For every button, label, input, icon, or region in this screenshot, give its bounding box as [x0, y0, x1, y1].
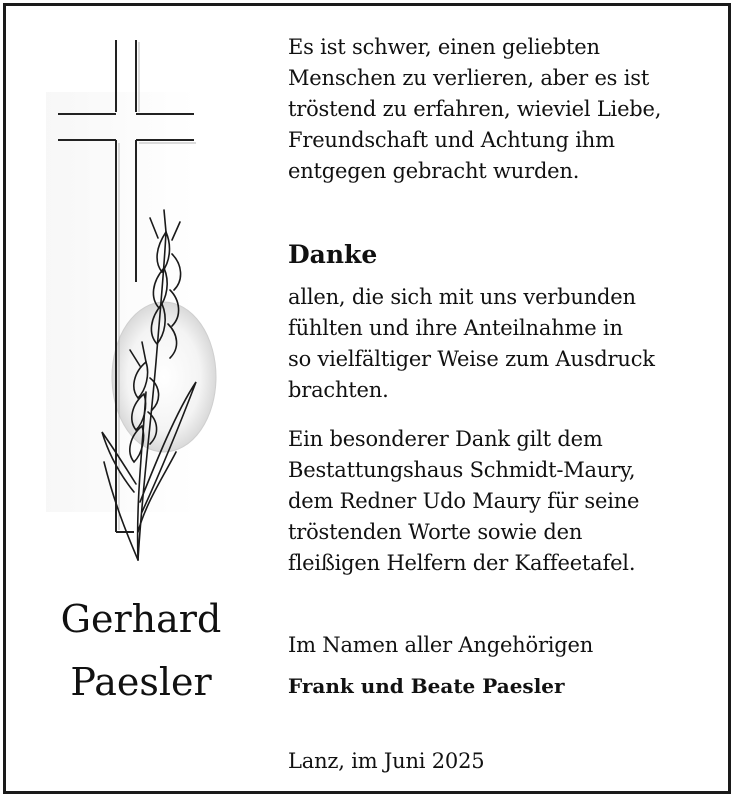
cross-and-wheat-illustration: [46, 32, 236, 572]
thanks-line: so vielfältiger Weise zum Ausdruck: [288, 347, 655, 371]
special-line: Bestattungshaus Schmidt-Maury,: [288, 458, 636, 482]
intro-line: Es ist schwer, einen geliebten: [288, 35, 600, 59]
thanks-section: [288, 240, 728, 270]
place-date: Lanz, im Juni 2025: [288, 749, 485, 773]
thanks-line: fühlten und ihre Anteilnahme in: [288, 316, 623, 340]
on-behalf-line: Im Namen aller Angehörigen: [288, 633, 594, 657]
signer-names: Frank und Beate Paesler: [288, 674, 565, 698]
intro-line: Freundschaft und Achtung ihm: [288, 128, 615, 152]
intro-line: entgegen gebracht wurden.: [288, 159, 580, 183]
special-line: Ein besonderer Dank gilt dem: [288, 427, 603, 451]
thanks-paragraph: [288, 282, 728, 406]
special-line: fleißigen Helfern der Kaffeetafel.: [288, 551, 636, 575]
intro-line: Menschen zu verlieren, aber es ist: [288, 66, 650, 90]
special-line: dem Redner Udo Maury für seine: [288, 489, 640, 513]
special-thanks-paragraph: [288, 424, 728, 579]
thanks-heading: Danke: [288, 240, 378, 269]
place-date-block: [288, 746, 728, 777]
thanks-line: allen, die sich mit uns verbunden: [288, 285, 636, 309]
intro-paragraph: [288, 32, 728, 187]
deceased-first-name: Gerhard: [60, 597, 222, 641]
signer-block: [288, 672, 728, 700]
obituary-card: [3, 3, 731, 794]
thanks-line: brachten.: [288, 378, 389, 402]
special-line: tröstenden Worte sowie den: [288, 520, 583, 544]
intro-line: tröstend zu erfahren, wieviel Liebe,: [288, 97, 662, 121]
signature-block: [288, 630, 728, 661]
deceased-last-name: Paesler: [70, 660, 212, 704]
